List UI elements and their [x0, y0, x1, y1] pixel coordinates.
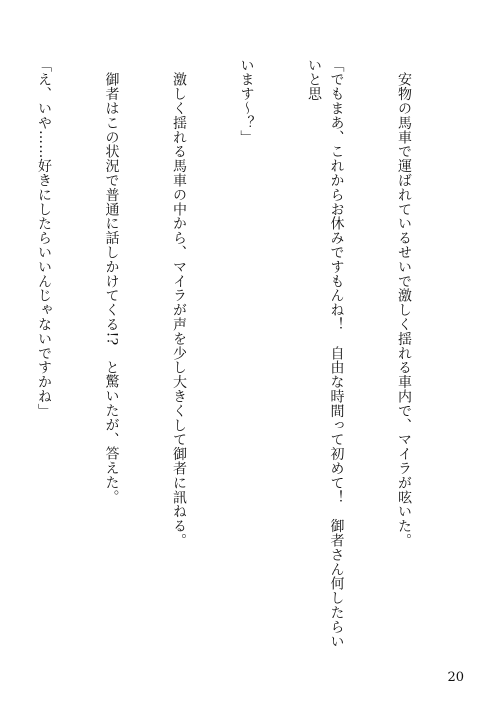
- text-line: 御者はこの状況で普通に話しかけてくる!? と驚いたが、答えた。: [103, 58, 120, 504]
- text-line: 安物の馬車で運ばれているせいで激しく揺れる車内で、マイラが呟いた。: [396, 58, 412, 548]
- page-number: 20: [447, 670, 464, 685]
- text-line: います～？」: [238, 58, 255, 145]
- text-line: 「でもまあ、これからお休みですもんね！ 自由な時間って初めて！ 御者さん何したらいいと思: [306, 58, 345, 649]
- text-line: 「え、いや……好きにしたらいいんじゃないですかね」: [36, 58, 52, 418]
- vertical-text-body: [0, 58, 460, 658]
- text-line: 激しく揺れる馬車の中から、マイラが声を少し大きくして御者に訊ねる。: [171, 58, 187, 548]
